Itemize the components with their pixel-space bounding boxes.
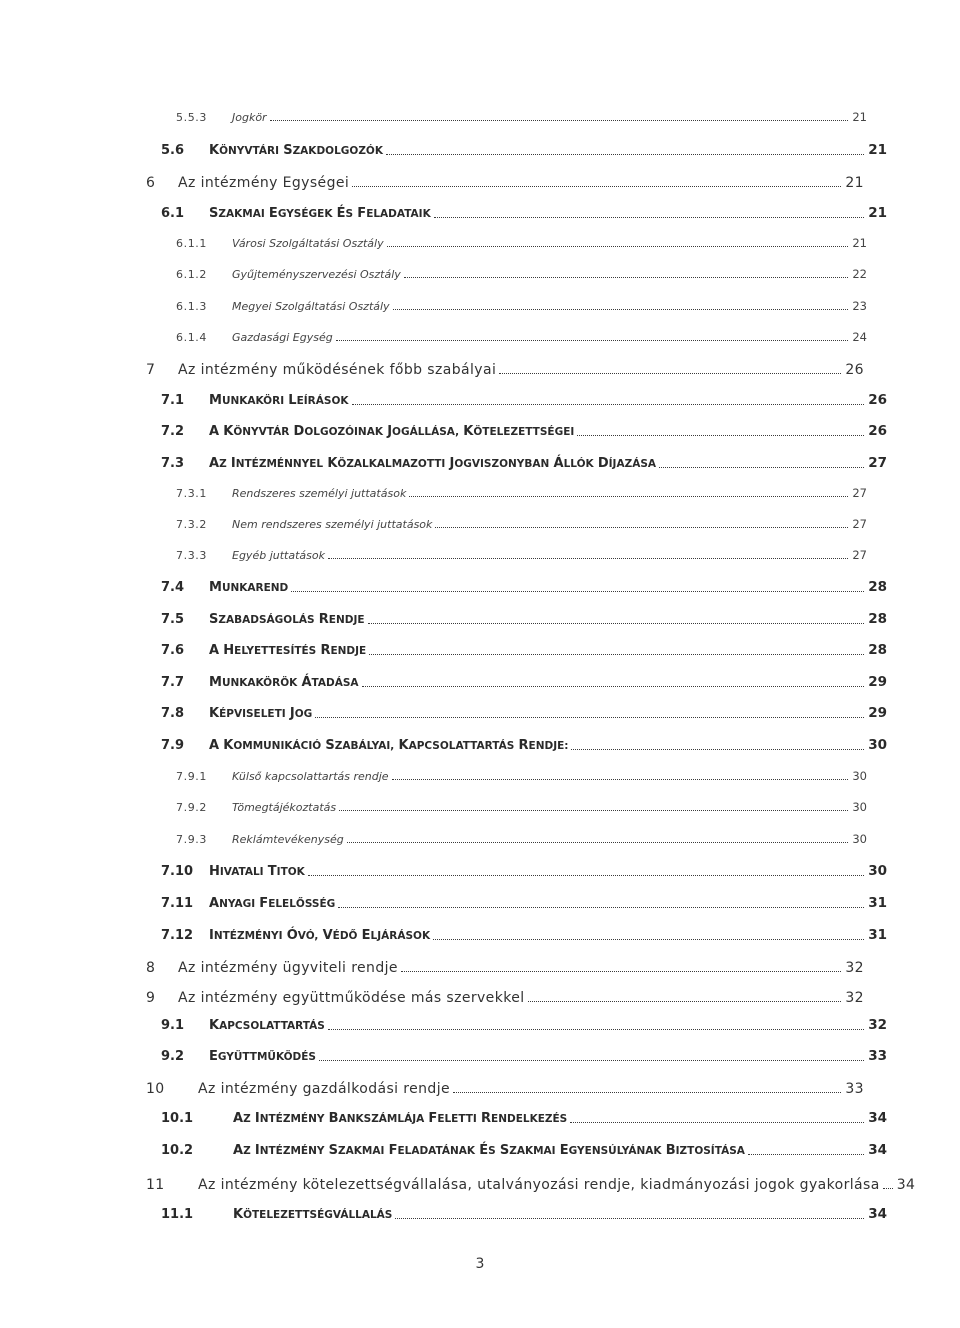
dot-leader xyxy=(328,1028,864,1030)
toc-entry-page: 21 xyxy=(852,110,867,124)
toc-entry-number: 9.1 xyxy=(161,1018,185,1033)
toc-entry-page: 29 xyxy=(868,705,887,721)
dot-leader xyxy=(339,809,848,811)
dot-leader xyxy=(435,526,848,528)
toc-entry-page: 30 xyxy=(852,800,867,814)
toc-entry-page: 21 xyxy=(852,236,867,250)
toc-entry-number: 7.3.3 xyxy=(176,549,207,562)
toc-entry-page: 34 xyxy=(868,1110,887,1126)
toc-entry-title: KÖTELEZETTSÉGVÁLLALÁS xyxy=(233,1207,393,1222)
toc-entry-title: A KÖNYVTÁR DOLGOZÓINAK JOGÁLLÁSA, KÖTELEZETTSÉGEI xyxy=(209,424,575,439)
toc-entry-page: 26 xyxy=(868,392,887,408)
dot-leader xyxy=(291,590,864,592)
toc-entry[interactable] xyxy=(161,644,887,658)
toc-entry-title: Külső kapcsolattartás rendje xyxy=(232,770,389,783)
toc-entry[interactable] xyxy=(176,771,867,783)
toc-entry[interactable] xyxy=(176,802,867,814)
toc-entry[interactable] xyxy=(176,238,867,250)
toc-entry[interactable] xyxy=(161,676,887,690)
toc-entry-number: 10 xyxy=(146,1081,165,1097)
dot-leader xyxy=(393,308,849,310)
toc-entry-title: Az intézmény ügyviteli rendje xyxy=(178,960,398,976)
toc-entry-page: 32 xyxy=(845,960,864,976)
toc-entry-page: 34 xyxy=(868,1142,887,1158)
toc-entry-title: EGYÜTTMŰKÖDÉS xyxy=(209,1049,316,1064)
dot-leader xyxy=(319,1059,864,1061)
toc-entry[interactable] xyxy=(161,457,887,471)
toc-entry[interactable] xyxy=(161,929,887,943)
dot-leader xyxy=(352,185,841,187)
toc-entry-number: 6.1 xyxy=(161,206,185,221)
toc-entry-title: AZ INTÉZMÉNY SZAKMAI FELADATÁNAK ÉS SZAKMAI EGYENSÚLYÁNAK BIZTOSÍTÁSA xyxy=(233,1143,745,1158)
dot-leader xyxy=(883,1187,893,1189)
dot-leader xyxy=(409,495,848,497)
toc-entry[interactable] xyxy=(161,1019,887,1033)
toc-entry-page: 26 xyxy=(868,423,887,439)
toc-entry-number: 7.12 xyxy=(161,928,194,943)
toc-entry-title: Megyei Szolgáltatási Osztály xyxy=(232,300,390,313)
dot-leader xyxy=(308,874,864,876)
dot-leader xyxy=(433,938,864,940)
toc-entry-number: 6.1.2 xyxy=(176,268,207,281)
toc-entry-title: AZ INTÉZMÉNY BANKSZÁMLÁJA FELETTI RENDELKEZÉS xyxy=(233,1111,568,1126)
dot-leader xyxy=(347,841,849,843)
toc-entry-number: 11 xyxy=(146,1177,165,1193)
toc-entry-number: 5.5.3 xyxy=(176,111,207,124)
toc-entry-title: Az intézmény kötelezettségvállalása, utalványozási rendje, kiadmányozási jogok gyakorlása xyxy=(198,1177,880,1193)
toc-entry-number: 7.7 xyxy=(161,675,185,690)
page-number: 3 xyxy=(475,1256,485,1272)
toc-entry-title: Rendszeres személyi juttatások xyxy=(232,487,407,500)
toc-entry[interactable] xyxy=(161,425,887,439)
dot-leader xyxy=(362,685,865,687)
toc-entry-page: 34 xyxy=(868,1206,887,1222)
toc-entry[interactable] xyxy=(161,707,887,721)
toc-entry-number: 7.10 xyxy=(161,864,194,879)
dot-leader xyxy=(571,748,864,750)
toc-entry[interactable] xyxy=(176,550,867,562)
toc-entry[interactable] xyxy=(161,1208,887,1222)
toc-entry-title: Városi Szolgáltatási Osztály xyxy=(232,237,384,250)
toc-entry-page: 21 xyxy=(868,205,887,221)
dot-leader xyxy=(315,716,864,718)
toc-entry[interactable] xyxy=(161,739,887,753)
dot-leader xyxy=(404,276,849,278)
toc-entry-number: 7 xyxy=(146,362,156,378)
toc-entry-number: 7.1 xyxy=(161,393,185,408)
dot-leader xyxy=(368,622,865,624)
toc-entry-page: 31 xyxy=(868,927,887,943)
toc-entry[interactable] xyxy=(161,1112,887,1126)
toc-entry-page: 21 xyxy=(845,175,864,191)
toc-entry-title: AZ INTÉZMÉNNYEL KÖZALKALMAZOTTI JOGVISZONYBAN ÁLLÓK DÍJAZÁSA xyxy=(209,456,657,471)
toc-entry[interactable] xyxy=(161,865,887,879)
toc-entry-number: 5.6 xyxy=(161,143,185,158)
toc-entry-number: 9.2 xyxy=(161,1049,185,1064)
dot-leader xyxy=(387,245,849,247)
toc-entry[interactable] xyxy=(146,176,864,190)
toc-entry-title: Egyéb juttatások xyxy=(232,549,325,562)
dot-leader xyxy=(577,434,864,436)
toc-entry-page: 33 xyxy=(868,1048,887,1064)
toc-entry-page: 30 xyxy=(852,832,867,846)
toc-entry-number: 6.1.1 xyxy=(176,237,207,250)
toc-entry[interactable] xyxy=(161,1050,887,1064)
toc-entry-title: KÉPVISELETI JOG xyxy=(209,706,313,721)
dot-leader xyxy=(434,216,864,218)
toc-entry[interactable] xyxy=(146,1177,916,1193)
dot-leader xyxy=(336,339,849,341)
toc-entry-title: Reklámtevékenység xyxy=(232,833,344,846)
dot-leader xyxy=(528,1000,842,1002)
toc-entry-number: 7.9.3 xyxy=(176,833,207,846)
toc-entry-title: Gyűjteményszervezési Osztály xyxy=(232,268,401,281)
toc-entry-title: A HELYETTESÍTÉS RENDJE xyxy=(209,643,367,658)
dot-leader xyxy=(395,1217,864,1219)
toc-entry-page: 31 xyxy=(868,895,887,911)
toc-entry-title: SZAKMAI EGYSÉGEK ÉS FELADATAIK xyxy=(209,206,431,221)
toc-entry-page: 30 xyxy=(852,769,867,783)
toc-entry-title: MUNKAKÖRÖK ÁTADÁSA xyxy=(209,675,359,690)
toc-entry-number: 8 xyxy=(146,960,156,976)
toc-entry[interactable] xyxy=(161,207,887,221)
toc-entry-number: 11.1 xyxy=(161,1207,194,1222)
toc-entry-page: 32 xyxy=(845,990,864,1006)
toc-entry-number: 7.11 xyxy=(161,896,194,911)
toc-entry[interactable] xyxy=(176,488,867,500)
dot-leader xyxy=(570,1121,864,1123)
dot-leader xyxy=(401,970,841,972)
toc-entry[interactable] xyxy=(176,301,867,313)
dot-leader xyxy=(352,403,865,405)
toc-entry-page: 27 xyxy=(852,517,867,531)
toc-entry-page: 27 xyxy=(852,548,867,562)
dot-leader xyxy=(499,372,841,374)
toc-entry-page: 32 xyxy=(868,1017,887,1033)
dot-leader xyxy=(270,119,849,121)
toc-entry-title: INTÉZMÉNYI ÓVÓ, VÉDŐ ELJÁRÁSOK xyxy=(209,928,431,943)
toc-entry-number: 7.6 xyxy=(161,643,185,658)
toc-entry-number: 9 xyxy=(146,990,156,1006)
toc-entry-number: 7.3.1 xyxy=(176,487,207,500)
toc-entry-number: 7.8 xyxy=(161,706,185,721)
toc-entry[interactable] xyxy=(161,581,887,595)
toc-entry-title: MUNKAKÖRI LEÍRÁSOK xyxy=(209,393,349,408)
dot-leader xyxy=(392,778,849,780)
toc-entry-page: 28 xyxy=(868,579,887,595)
toc-entry-page: 21 xyxy=(868,142,887,158)
toc-entry-page: 30 xyxy=(868,737,887,753)
toc-entry-page: 33 xyxy=(845,1081,864,1097)
toc-entry[interactable] xyxy=(146,363,864,377)
toc-entry-title: Az intézmény együttműködése más szervekkel xyxy=(178,990,525,1006)
toc-entry-title: KAPCSOLATTARTÁS xyxy=(209,1018,325,1033)
toc-entry[interactable] xyxy=(176,834,867,846)
toc-entry-number: 7.3.2 xyxy=(176,518,207,531)
dot-leader xyxy=(328,557,848,559)
toc-entry-page: 27 xyxy=(868,455,887,471)
dot-leader xyxy=(386,153,864,155)
toc-entry-page: 28 xyxy=(868,611,887,627)
toc-entry-number: 7.9 xyxy=(161,738,185,753)
toc-entry-number: 7.5 xyxy=(161,612,185,627)
toc-entry[interactable] xyxy=(161,394,887,408)
toc-entry-title: Nem rendszeres személyi juttatások xyxy=(232,518,433,531)
toc-entry[interactable] xyxy=(161,1144,887,1158)
toc-entry-page: 23 xyxy=(852,299,867,313)
toc-entry-number: 7.9.1 xyxy=(176,770,207,783)
toc-entry-number: 10.1 xyxy=(161,1111,194,1126)
toc-entry-page: 27 xyxy=(852,486,867,500)
toc-entry-title: KÖNYVTÁRI SZAKDOLGOZÓK xyxy=(209,143,383,158)
toc-entry[interactable] xyxy=(146,1082,864,1096)
toc-entry-title: A KOMMUNIKÁCIÓ SZABÁLYAI, KAPCSOLATTARTÁS RENDJE: xyxy=(209,738,569,753)
toc-entry-title: HIVATALI TITOK xyxy=(209,864,305,879)
dot-leader xyxy=(369,653,864,655)
toc-entry-number: 7.4 xyxy=(161,580,185,595)
toc-entry-page: 34 xyxy=(896,1177,916,1193)
toc-entry-title: Tömegtájékoztatás xyxy=(232,801,337,814)
toc-entry-title: Az intézmény gazdálkodási rendje xyxy=(198,1081,451,1097)
toc-entry-number: 10.2 xyxy=(161,1143,194,1158)
toc-entry[interactable] xyxy=(176,332,867,344)
toc-entry-title: SZABADSÁGOLÁS RENDJE xyxy=(209,612,365,627)
toc-entry-number: 6.1.4 xyxy=(176,331,207,344)
toc-entry[interactable] xyxy=(161,144,887,158)
toc-entry[interactable] xyxy=(146,991,864,1005)
dot-leader xyxy=(748,1153,864,1155)
toc-entry-page: 26 xyxy=(845,362,864,378)
toc-entry[interactable] xyxy=(161,897,887,911)
toc-entry-title: MUNKAREND xyxy=(209,580,289,595)
toc-entry[interactable] xyxy=(176,112,867,124)
dot-leader xyxy=(338,906,864,908)
toc-entry-number: 6.1.3 xyxy=(176,300,207,313)
toc-entry-title: Jogkör xyxy=(232,111,267,124)
toc-entry-page: 30 xyxy=(868,863,887,879)
toc-entry[interactable] xyxy=(146,961,864,975)
toc-entry-page: 29 xyxy=(868,674,887,690)
toc-entry-number: 7.9.2 xyxy=(176,801,207,814)
toc-entry-number: 7.2 xyxy=(161,424,185,439)
toc-entry[interactable] xyxy=(176,269,867,281)
toc-entry-title: Az intézmény működésének főbb szabályai xyxy=(178,362,497,378)
dot-leader xyxy=(453,1091,841,1093)
toc-entry-page: 24 xyxy=(852,330,867,344)
toc-entry-page: 22 xyxy=(852,267,867,281)
toc-entry-number: 7.3 xyxy=(161,456,185,471)
toc-entry[interactable] xyxy=(161,613,887,627)
toc-entry-page: 28 xyxy=(868,642,887,658)
toc-entry-title: ANYAGI FELELŐSSÉG xyxy=(209,896,336,911)
dot-leader xyxy=(659,466,864,468)
toc-entry-number: 6 xyxy=(146,175,156,191)
toc-entry[interactable] xyxy=(176,519,867,531)
toc-entry-title: Az intézmény Egységei xyxy=(178,175,350,191)
toc-entry-title: Gazdasági Egység xyxy=(232,331,333,344)
